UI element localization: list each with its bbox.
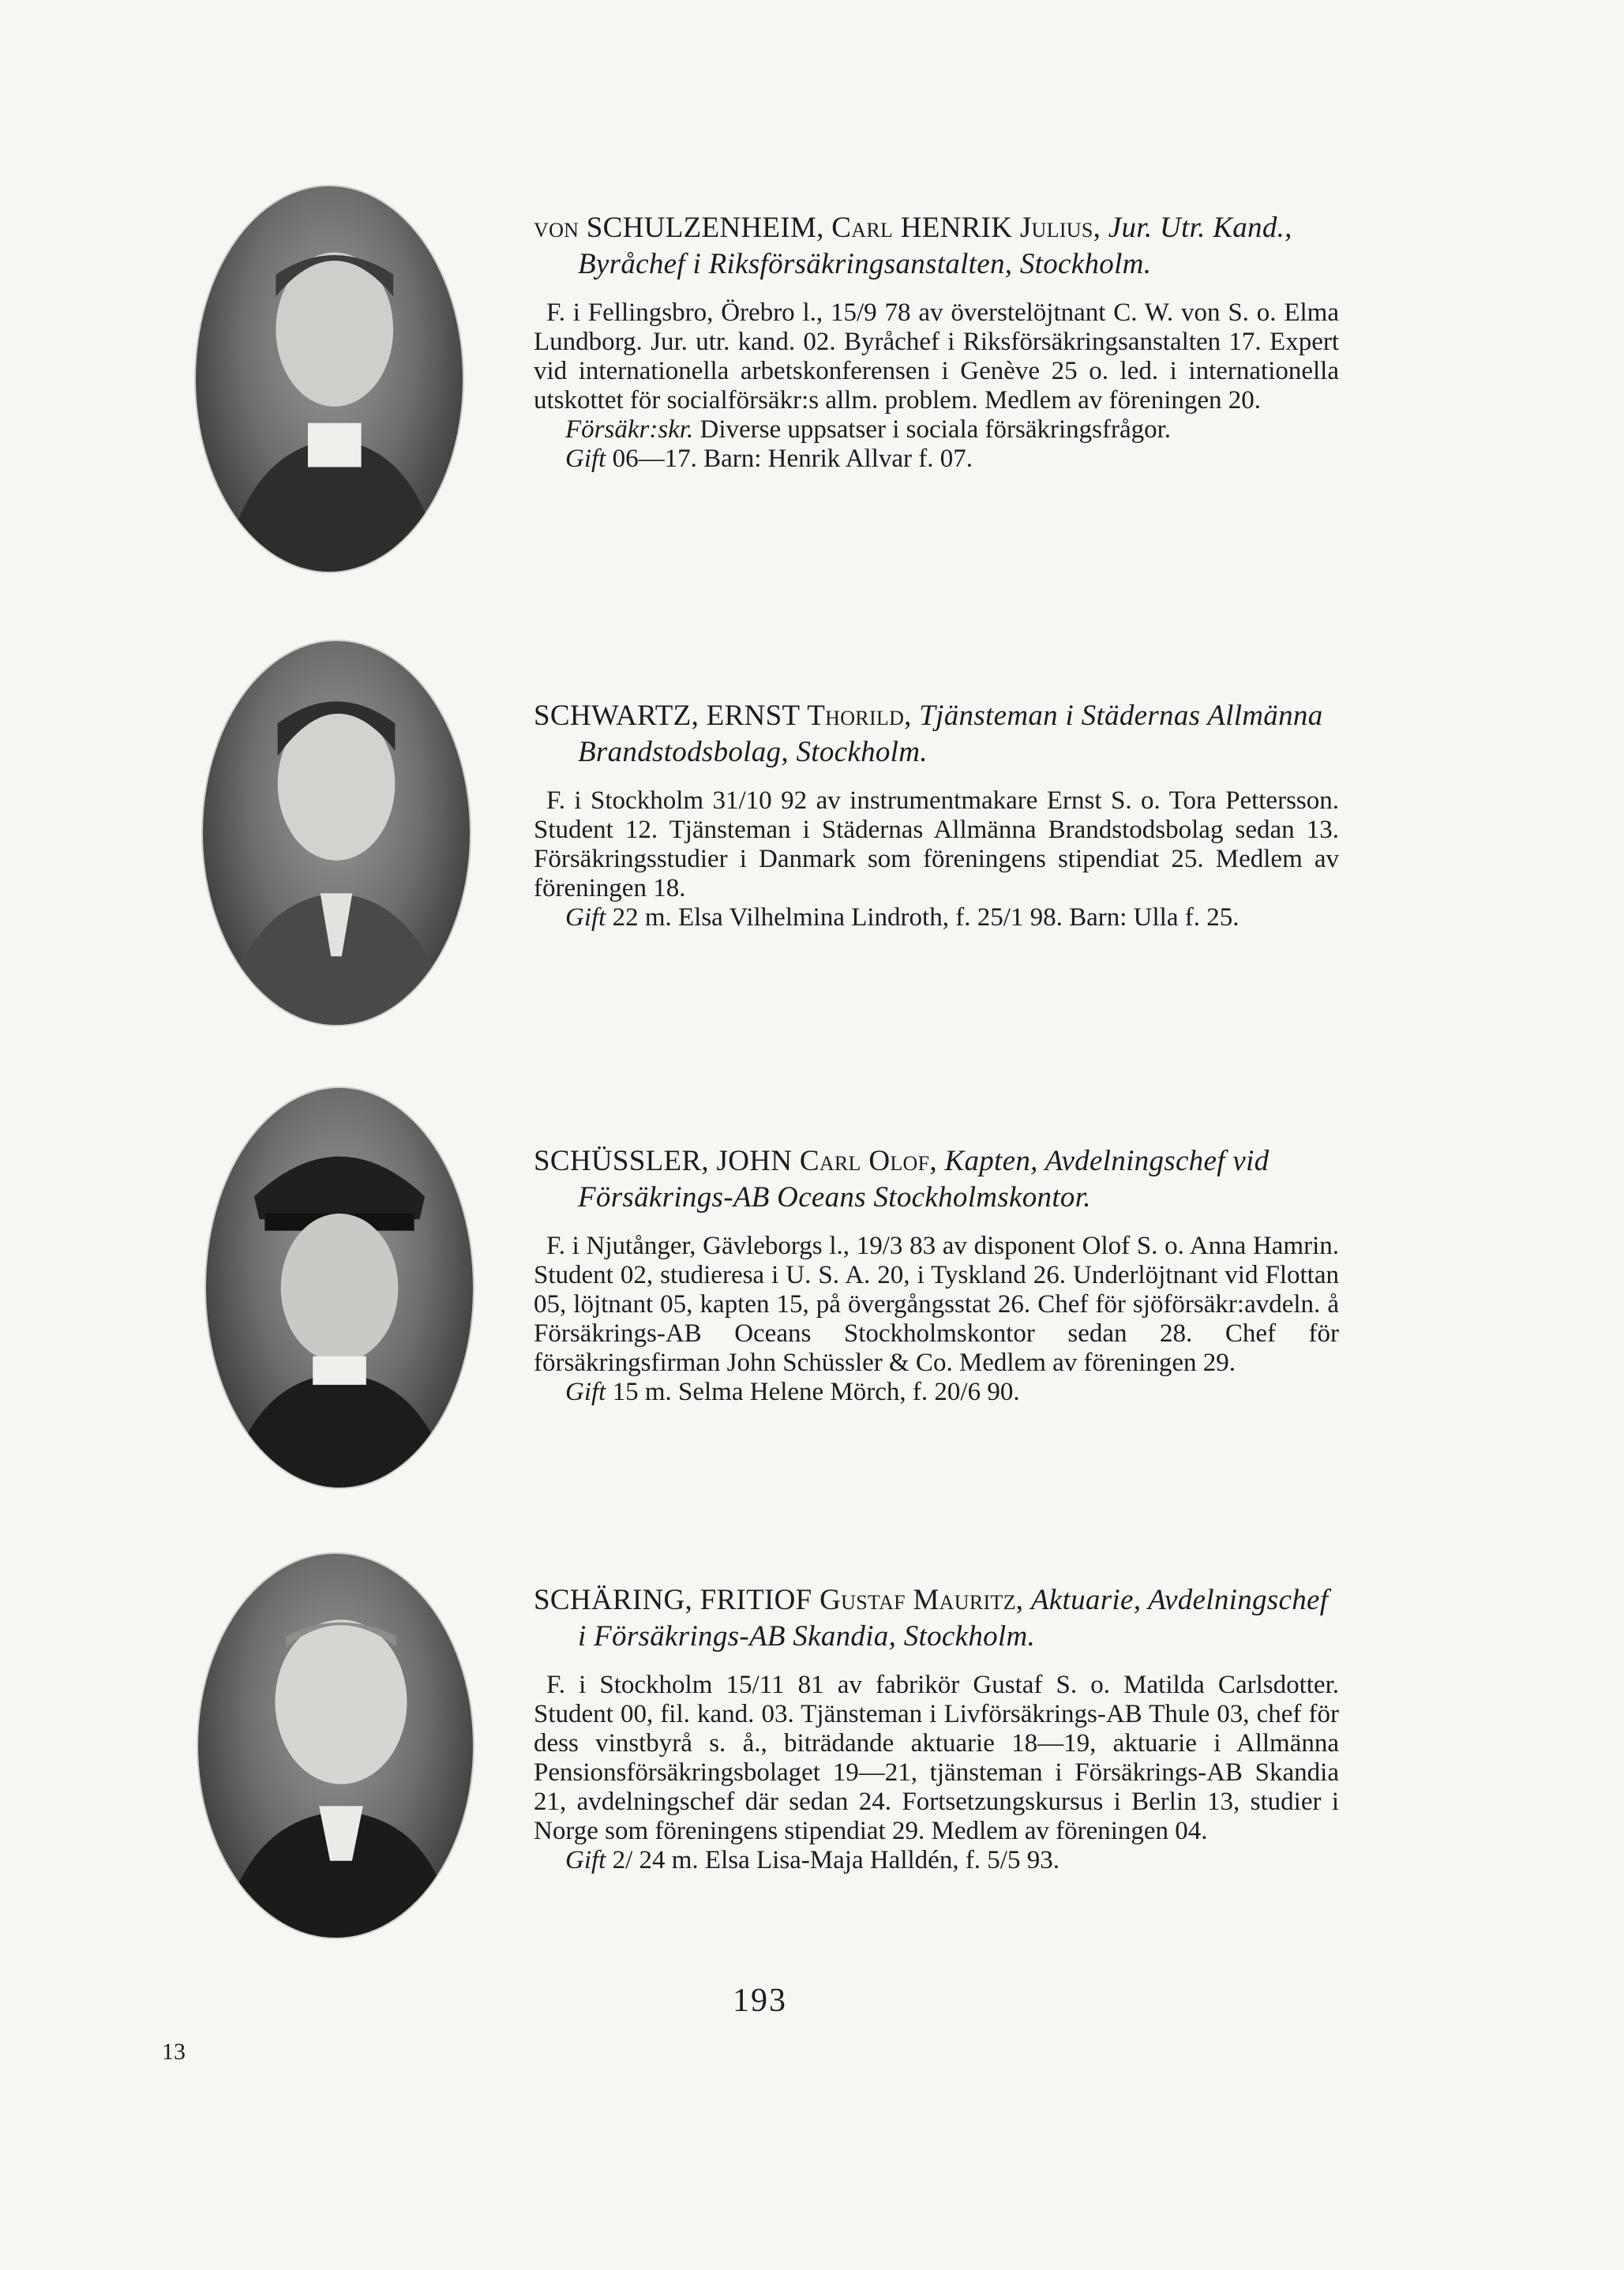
portrait-photo xyxy=(203,641,470,1025)
portrait-photo xyxy=(198,1554,473,1938)
entry-heading: SCHÜSSLER, JOHN Carl Olof, Kapten, Avdelningschef vid Försäkrings-AB Oceans Stockholmskontor. xyxy=(534,1145,1270,1214)
page-number: 193 xyxy=(733,1983,787,2019)
entry-text xyxy=(534,698,1339,932)
entry-text xyxy=(534,1143,1339,1407)
entry-heading: von SCHULZENHEIM, Carl HENRIK Julius, Jur. Utr. Kand., Byråchef i Riksförsäkringsanstalten, Stockholm. xyxy=(534,212,1292,280)
signature-mark: 13 xyxy=(162,2039,186,2065)
portrait-photo xyxy=(206,1088,473,1488)
entry-text xyxy=(534,1582,1339,1875)
entry-body: F. i Stockholm 15/11 81 av fabrikör Gustaf S. o. Matilda Carlsdotter. Student 00, fil. kand. 03. Tjänsteman i Livförsäkrings-AB Thule 03, chef för dess vinstbyrå s. å., biträdande aktuarie 18—19, aktuarie i Allmänna Pensionsförsäkringsbolaget 19—21, tjänsteman i Försäkrings-AB Skandia 21, avdelningschef där sedan 24. Fortsetzungskursus i Berlin 13, studier i Norge som föreningens stipendiat 29. Medlem av föreningen 04. Gift 2/ 24 m. Elsa Lisa-Maja Halldén, f. 5/5 93. xyxy=(534,1671,1339,1874)
entry-body: F. i Fellingsbro, Örebro l., 15/9 78 av överstelöjtnant C. W. von S. o. Elma Lundborg. Jur. utr. kand. 02. Byråchef i Riksförsäkringsanstalten 17. Expert vid internationella arbetskonferensen i Genève 25 o. led. i internationella utskottet för socialförsäkr:s allm. problem. Medlem av föreningen 20. Försäkr:skr. Diverse uppsatser i sociala försäkringsfrågor. Gift 06—17. Barn: Henrik Allvar f. 07. xyxy=(534,298,1339,473)
entry-text xyxy=(534,210,1339,474)
portrait-photo xyxy=(196,186,463,572)
entry-heading: SCHÄRING, FRITIOF Gustaf Mauritz, Aktuarie, Avdelningschef i Försäkrings-AB Skandia, Stockholm. xyxy=(534,1584,1329,1653)
entry-heading: SCHWARTZ, ERNST Thorild, Tjänsteman i Städernas Allmänna Brandstodsbolag, Stockholm. xyxy=(534,700,1323,768)
entry-body: F. i Njutånger, Gävleborgs l., 19/3 83 av disponent Olof S. o. Anna Hamrin. Student 02, studieresa i U. S. A. 20, i Tyskland 26. Underlöjtnant vid Flottan 05, löjtnant 05, kapten 15, på övergångsstat 26. Chef för sjöförsäkr:avdeln. å Försäkrings-AB Oceans Stockholmskontor sedan 28. Chef för försäkringsfirman John Schüssler & Co. Medlem av föreningen 29. Gift 15 m. Selma Helene Mörch, f. 20/6 90. xyxy=(534,1232,1339,1406)
entry-body: F. i Stockholm 31/10 92 av instrumentmakare Ernst S. o. Tora Pettersson. Student 12. Tjänsteman i Städernas Allmänna Brandstodsbolag sedan 13. Försäkringsstudier i Danmark som föreningens stipendiat 25. Medlem av föreningen 18. Gift 22 m. Elsa Vilhelmina Lindroth, f. 25/1 98. Barn: Ulla f. 25. xyxy=(534,786,1339,932)
